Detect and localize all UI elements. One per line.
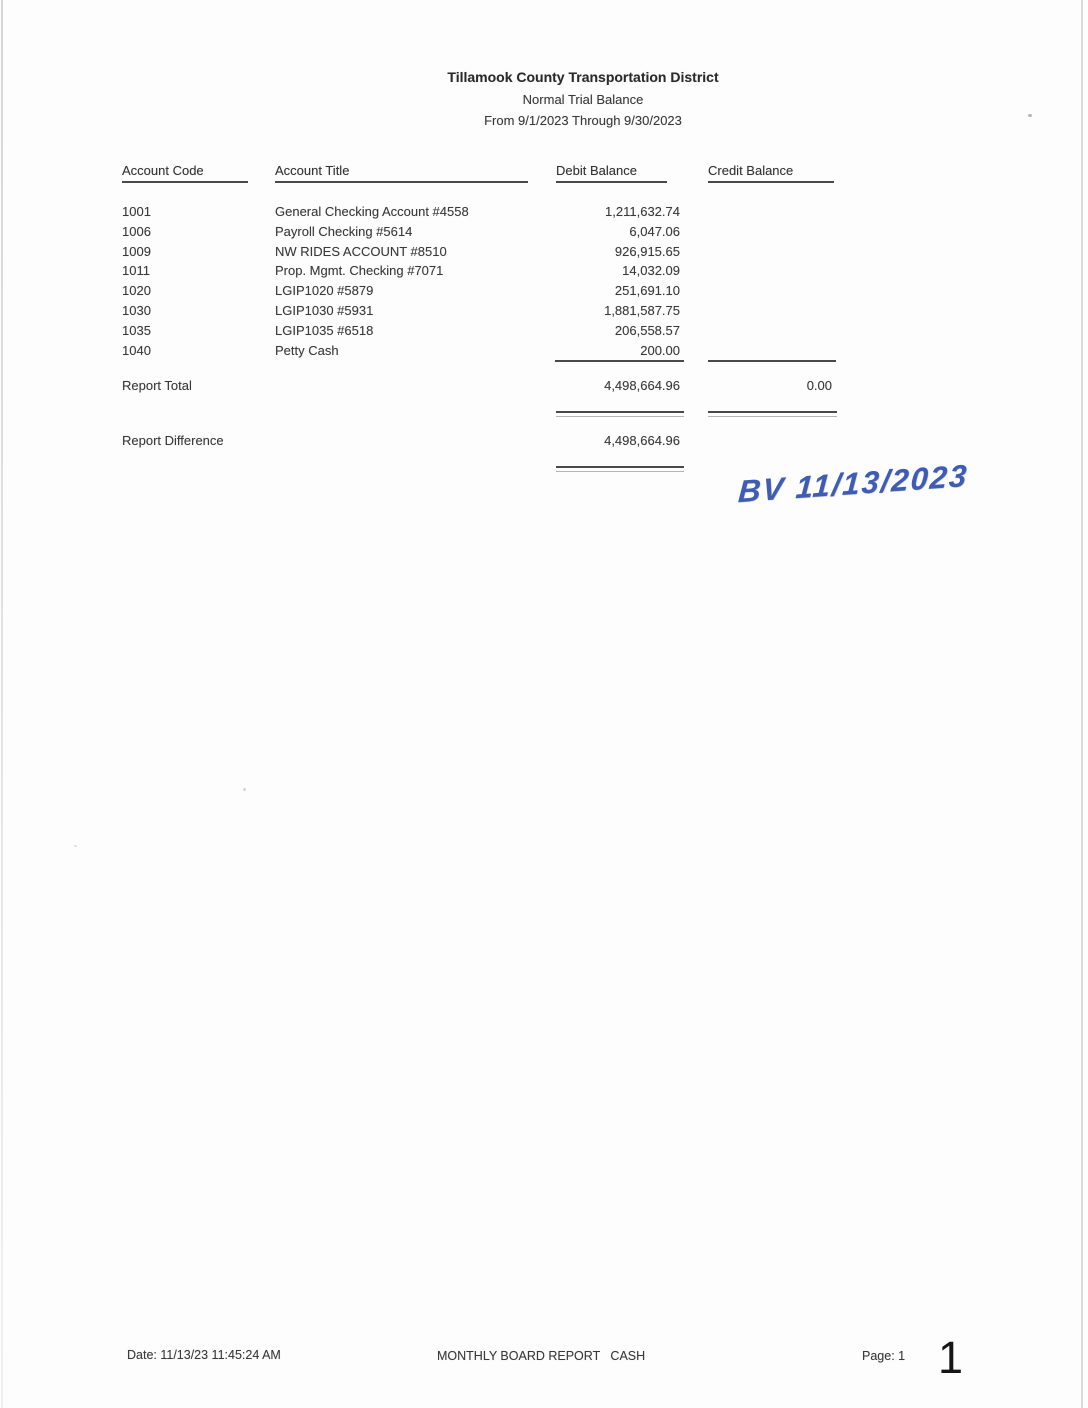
report-subtitle: Normal Trial Balance: [522, 92, 644, 107]
account-title: Petty Cash: [275, 343, 339, 358]
double-rule: [556, 411, 684, 413]
report-difference-debit: 4,498,664.96: [604, 433, 680, 448]
table-row: [0, 343, 1088, 363]
column-header-account-title: Account Title: [275, 163, 350, 178]
debit-balance: 1,211,632.74: [605, 204, 680, 219]
table-row: [0, 244, 1088, 264]
table-row: [0, 263, 1088, 283]
debit-balance: 206,558.57: [614, 323, 680, 338]
report-difference-label: Report Difference: [122, 433, 224, 448]
header-underline: [122, 181, 248, 183]
footer-page-number: Page: 1: [862, 1349, 906, 1363]
account-code: 1035: [122, 323, 151, 338]
column-header-debit-balance: Debit Balance: [556, 163, 637, 178]
debit-balance: 200.00: [640, 343, 680, 358]
header-underline: [708, 181, 834, 183]
header-underline: [556, 181, 667, 183]
account-title: LGIP1030 #5931: [275, 303, 374, 318]
table-row: [0, 303, 1088, 323]
debit-balance: 1,881,587.75: [604, 303, 680, 318]
report-date-range: From 9/1/2023 Through 9/30/2023: [484, 113, 682, 128]
debit-balance: 6,047.06: [629, 224, 680, 239]
account-code: 1030: [122, 303, 151, 318]
header-underline: [275, 181, 528, 183]
handwritten-page-mark: 1: [938, 1332, 964, 1383]
footer-date: Date: 11/13/23 11:45:24 AM: [127, 1348, 281, 1362]
double-rule: [708, 411, 837, 413]
account-code: 1006: [122, 224, 151, 239]
report-title: Tillamook County Transportation District: [447, 69, 719, 85]
double-rule: [556, 471, 684, 472]
report-total-label: Report Total: [122, 378, 192, 393]
account-title: Prop. Mgmt. Checking #7071: [275, 263, 444, 278]
scan-speck: [1028, 114, 1032, 117]
table-row: [0, 283, 1088, 303]
footer-report-name: MONTHLY BOARD REPORT CASH: [437, 1349, 646, 1363]
account-title: LGIP1020 #5879: [275, 283, 374, 298]
account-code: 1009: [122, 244, 151, 259]
double-rule: [556, 416, 684, 417]
report-total-debit: 4,498,664.96: [604, 378, 680, 393]
report-difference-row: [0, 433, 1088, 453]
column-total-rule: [555, 360, 684, 362]
account-code: 1040: [122, 343, 151, 358]
account-code: 1011: [122, 263, 150, 278]
double-rule: [556, 466, 684, 468]
scan-speck: [74, 845, 77, 847]
table-row: [0, 224, 1088, 244]
account-title: Payroll Checking #5614: [275, 224, 413, 239]
table-row: [0, 323, 1088, 343]
report-total-row: [0, 378, 1088, 398]
handwritten-signature: BV 11/13/2023: [737, 457, 970, 510]
column-header-credit-balance: Credit Balance: [708, 163, 794, 178]
report-total-credit: 0.00: [806, 378, 832, 393]
account-title: LGIP1035 #6518: [275, 323, 374, 338]
account-title: NW RIDES ACCOUNT #8510: [275, 244, 447, 259]
column-total-rule: [708, 360, 836, 362]
column-header-account-code: Account Code: [122, 163, 204, 178]
account-title: General Checking Account #4558: [275, 204, 469, 219]
table-row: [0, 204, 1088, 224]
account-code: 1020: [122, 283, 151, 298]
debit-balance: 926,915.65: [614, 244, 680, 259]
account-code: 1001: [122, 204, 151, 219]
debit-balance: 14,032.09: [622, 263, 680, 278]
scan-speck: [243, 788, 246, 791]
debit-balance: 251,691.10: [614, 283, 680, 298]
double-rule: [708, 416, 837, 417]
